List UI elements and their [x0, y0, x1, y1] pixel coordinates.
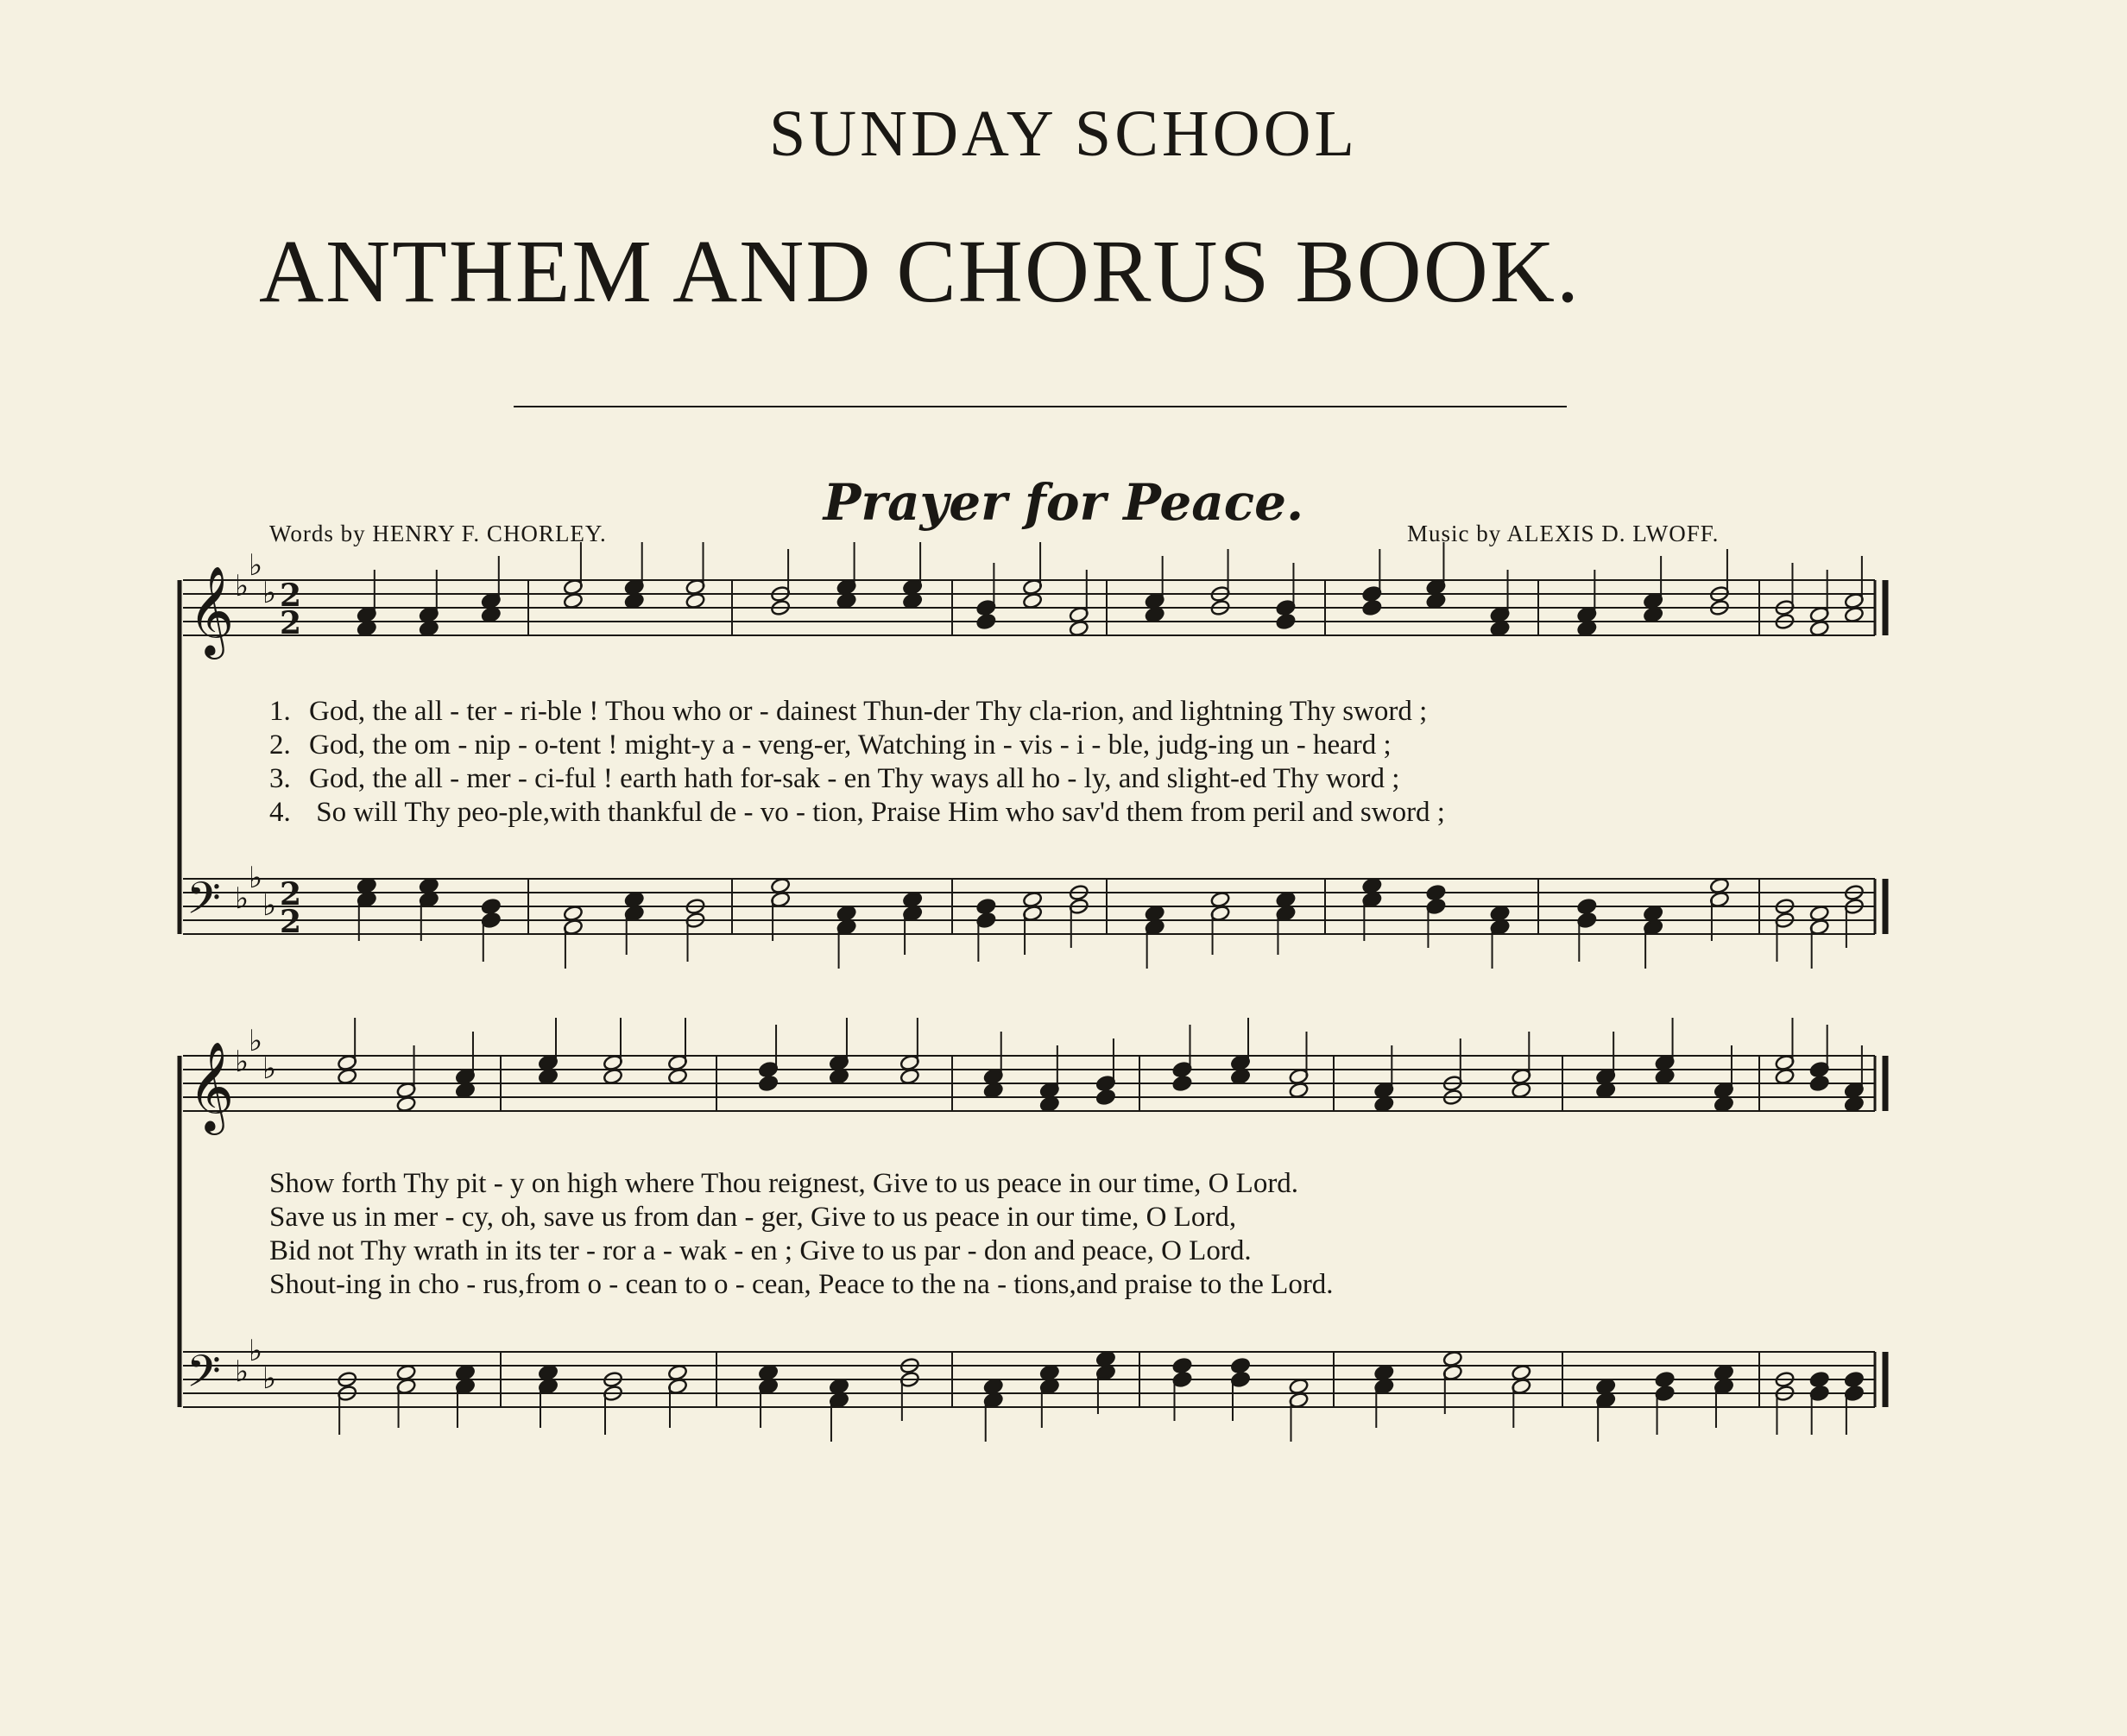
note-head: [538, 1068, 559, 1085]
lyric-line: [269, 1271, 1334, 1299]
note-head: [1844, 606, 1865, 623]
note-head: [1512, 1364, 1532, 1381]
note-head: [1709, 877, 1730, 894]
note-head: [983, 1378, 1004, 1395]
note-head: [836, 592, 857, 609]
note-head: [455, 1082, 476, 1099]
note-head: [1276, 891, 1297, 908]
note-head: [758, 1364, 779, 1381]
note-head: [829, 1068, 849, 1085]
note-head: [538, 1364, 559, 1381]
flat-icon: ♭: [262, 576, 277, 610]
verse-number: 2.: [269, 729, 291, 761]
note-head: [667, 1068, 688, 1085]
note-head: [337, 1068, 357, 1085]
note-head: [419, 877, 439, 894]
lyric-text: God, the all - ter - ri-ble ! Thou who or - dainest Thun-der Thy cla-rion, and lightning Thy sword ;: [309, 696, 1428, 727]
note-head: [1426, 884, 1447, 901]
note-head: [1374, 1364, 1395, 1381]
words-credit: Words by HENRY F. CHORLEY.: [269, 521, 607, 546]
flat-icon: ♭: [249, 861, 263, 895]
note-head: [976, 613, 997, 630]
note-head: [1577, 898, 1598, 915]
verse-number: 4.: [269, 797, 291, 828]
hymn-title: Prayer for Peace.: [823, 473, 1304, 532]
verse-number: 1.: [269, 696, 291, 727]
note-head: [1039, 1364, 1060, 1381]
bass-clef-icon: 𝄢: [186, 872, 221, 935]
note-head: [1595, 1378, 1616, 1395]
note-head: [685, 592, 706, 609]
note-head: [1643, 606, 1663, 623]
lyric-line: [269, 799, 1445, 827]
note-head: [1289, 1082, 1310, 1099]
time-signature-bottom: 2: [280, 904, 302, 940]
note-head: [976, 898, 997, 915]
note-head: [357, 620, 377, 637]
note-head: [455, 1364, 476, 1381]
note-head: [1069, 620, 1089, 637]
flat-icon: ♭: [235, 1354, 249, 1389]
note-head: [1210, 891, 1231, 908]
flat-icon: ♭: [235, 1045, 249, 1079]
note-head: [1230, 1068, 1251, 1085]
note-head: [829, 1378, 849, 1395]
time-signature-top: 2: [280, 578, 302, 614]
note-head: [902, 592, 923, 609]
music-credit: Music by ALEXIS D. LWOFF.: [1407, 521, 1720, 546]
note-head: [1172, 1075, 1193, 1092]
note-head: [758, 1075, 779, 1092]
note-head: [1655, 1371, 1676, 1388]
treble-clef-icon: 𝄞: [188, 565, 235, 656]
flat-icon: ♭: [235, 569, 249, 603]
note-head: [1362, 599, 1383, 616]
note-head: [1362, 877, 1383, 894]
flat-icon: ♭: [262, 1051, 277, 1086]
lyric-line: [269, 731, 1392, 760]
note-head: [836, 905, 857, 922]
note-head: [1095, 1350, 1116, 1367]
treble-clef-icon: 𝄞: [188, 1041, 235, 1132]
note-head: [1022, 891, 1043, 908]
note-head: [1172, 1357, 1193, 1374]
note-head: [1775, 1068, 1796, 1085]
verse-number: 3.: [269, 763, 291, 794]
note-head: [1643, 905, 1663, 922]
lyric-text: Bid not Thy wrath in its ter - ror a - wak - en ; Give to us par - don and peace, O Lord.: [269, 1235, 1252, 1266]
flat-icon: ♭: [249, 548, 263, 583]
note-head: [902, 891, 923, 908]
note-head: [1374, 1095, 1395, 1113]
flat-icon: ♭: [262, 888, 277, 923]
flat-icon: ♭: [249, 1334, 263, 1368]
lyric-line: [269, 698, 1427, 726]
note-head: [1809, 905, 1830, 922]
lyric-text: God, the om - nip - o-tent ! might-y a - veng-er, Watching in - vis - i - ble, judg-ing un - heard ;: [309, 729, 1392, 761]
note-head: [983, 1082, 1004, 1099]
lyric-text: Show forth Thy pit - y on high where Thou reignest, Give to us peace in our time, O Lord.: [269, 1168, 1299, 1199]
note-head: [1844, 1095, 1865, 1113]
note-head: [1512, 1082, 1532, 1099]
note-head: [1809, 1075, 1830, 1092]
note-head: [1809, 620, 1830, 637]
note-head: [770, 877, 791, 894]
note-head: [563, 905, 584, 922]
time-signature-top: 2: [280, 876, 302, 912]
note-head: [603, 1068, 623, 1085]
flat-icon: ♭: [249, 1024, 263, 1058]
note-head: [667, 1364, 688, 1381]
note-head: [1844, 1371, 1865, 1388]
note-head: [1145, 905, 1165, 922]
note-head: [1714, 1364, 1734, 1381]
lyric-line: [269, 1170, 1298, 1198]
note-head: [481, 898, 502, 915]
note-head: [1289, 1378, 1310, 1395]
note-head: [419, 620, 439, 637]
note-head: [1095, 1089, 1116, 1106]
note-head: [1022, 592, 1043, 609]
note-head: [1039, 1095, 1060, 1113]
flat-icon: ♭: [235, 881, 249, 916]
note-head: [1577, 620, 1598, 637]
note-head: [1145, 606, 1165, 623]
lyric-text: God, the all - mer - ci-ful ! earth hath for-sak - en Thy ways all ho - ly, and slight-ed Thy word ;: [309, 763, 1400, 794]
book-title-line2: ANTHEM AND CHORUS BOOK.: [259, 222, 1581, 321]
note-head: [563, 592, 584, 609]
lyric-line: [269, 1203, 1236, 1232]
note-head: [1490, 620, 1511, 637]
lyric-line: [269, 765, 1399, 793]
note-head: [1595, 1082, 1616, 1099]
note-head: [357, 877, 377, 894]
bass-clef-icon: 𝄢: [186, 1345, 221, 1408]
lyric-text: Save us in mer - cy, oh, save us from dan - ger, Give to us peace in our time, O Lord,: [269, 1202, 1237, 1233]
time-signature-bottom: 2: [280, 605, 302, 641]
book-title-line1: SUNDAY SCHOOL: [769, 98, 1358, 170]
note-head: [1714, 1095, 1734, 1113]
lyric-line: [269, 1237, 1252, 1266]
note-head: [396, 1364, 417, 1381]
note-head: [1276, 613, 1297, 630]
lyric-text: So will Thy peo-ple,with thankful de - vo - tion, Praise Him who sav'd them from peril and sword ;: [309, 797, 1445, 828]
note-head: [624, 592, 645, 609]
note-head: [481, 606, 502, 623]
note-head: [1809, 1371, 1830, 1388]
note-head: [1442, 1350, 1463, 1367]
note-head: [396, 1095, 417, 1113]
note-head: [899, 1068, 920, 1085]
note-head: [1230, 1357, 1251, 1374]
note-head: [1426, 592, 1447, 609]
flat-icon: ♭: [262, 1361, 277, 1396]
note-head: [624, 891, 645, 908]
note-head: [1655, 1068, 1676, 1085]
note-head: [1490, 905, 1511, 922]
lyric-text: Shout-ing in cho - rus,from o - cean to o - cean, Peace to the na - tions,and praise to the Lord.: [269, 1269, 1334, 1300]
